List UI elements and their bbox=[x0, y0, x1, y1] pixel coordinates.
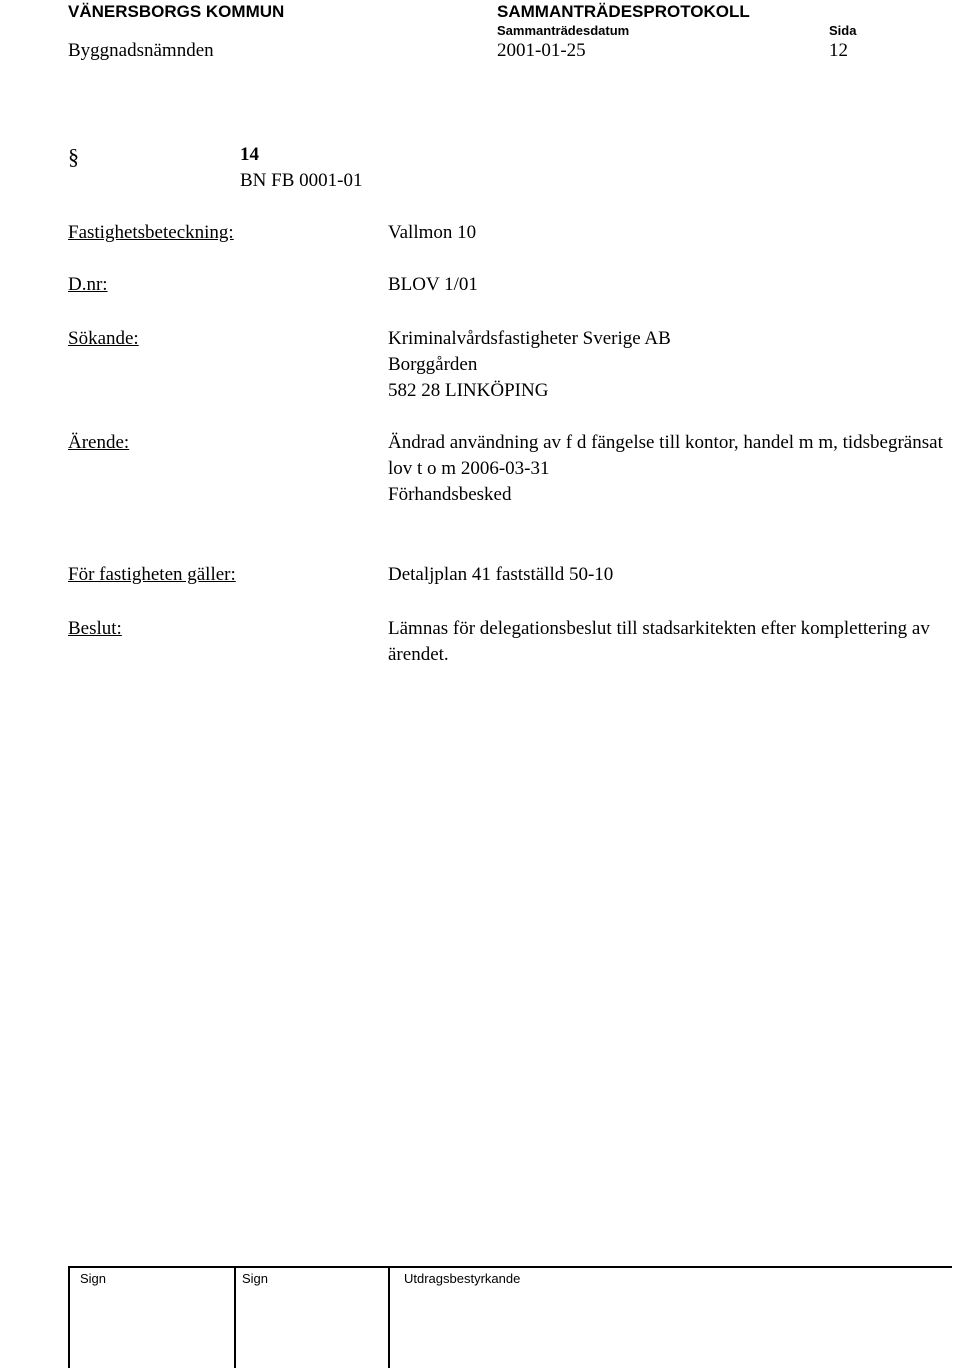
matter-text bbox=[388, 430, 943, 508]
decision-text bbox=[388, 616, 930, 668]
meeting-date: 2001-01-25 bbox=[497, 40, 586, 61]
protocol-title: SAMMANTRÄDESPROTOKOLL bbox=[497, 2, 750, 21]
section-symbol: § bbox=[68, 144, 79, 169]
applicant-name: Kriminalvårdsfastigheter Sverige AB bbox=[388, 328, 671, 349]
decision-line: Lämnas för delegationsbeslut till stadsarkitekten efter komplettering av bbox=[388, 618, 930, 639]
page-number: 12 bbox=[829, 40, 848, 61]
applies-value: Detaljplan 41 fastställd 50-10 bbox=[388, 564, 614, 585]
footer-divider bbox=[234, 1266, 236, 1368]
matter-label: Ärende: bbox=[68, 432, 130, 453]
applies-label: För fastigheten gäller: bbox=[68, 564, 236, 585]
decision-label: Beslut: bbox=[68, 618, 122, 639]
property-label: Fastighetsbeteckning: bbox=[68, 222, 234, 243]
date-label: Sammanträdesdatum bbox=[497, 23, 630, 38]
footer-divider bbox=[388, 1266, 390, 1368]
applicant-label: Sökande: bbox=[68, 328, 139, 349]
board-name: Byggnadsnämnden bbox=[68, 40, 214, 61]
footer-divider bbox=[68, 1266, 70, 1368]
municipality-name: VÄNERSBORGS KOMMUN bbox=[68, 2, 285, 21]
section-reference: BN FB 0001-01 bbox=[240, 170, 363, 191]
decision-line: ärendet. bbox=[388, 644, 449, 665]
sign-box-2-label: Sign bbox=[242, 1271, 269, 1286]
matter-line: lov t o m 2006-03-31 bbox=[388, 458, 550, 479]
applicant-city: 582 28 LINKÖPING bbox=[388, 380, 549, 401]
applicant-street: Borggården bbox=[388, 354, 478, 375]
dnr-label: D.nr: bbox=[68, 274, 108, 295]
matter-line: Förhandsbesked bbox=[388, 484, 512, 505]
property-value: Vallmon 10 bbox=[388, 222, 477, 243]
footer-top-rule bbox=[68, 1266, 952, 1268]
section-number: 14 bbox=[240, 144, 259, 165]
extract-certification-label: Utdragsbestyrkande bbox=[404, 1271, 521, 1286]
applicant-address bbox=[388, 326, 671, 404]
dnr-value: BLOV 1/01 bbox=[388, 274, 478, 295]
page-label: Sida bbox=[829, 23, 857, 38]
sign-box-1-label: Sign bbox=[80, 1271, 107, 1286]
matter-line: Ändrad användning av f d fängelse till kontor, handel m m, tidsbegränsat bbox=[388, 432, 943, 453]
